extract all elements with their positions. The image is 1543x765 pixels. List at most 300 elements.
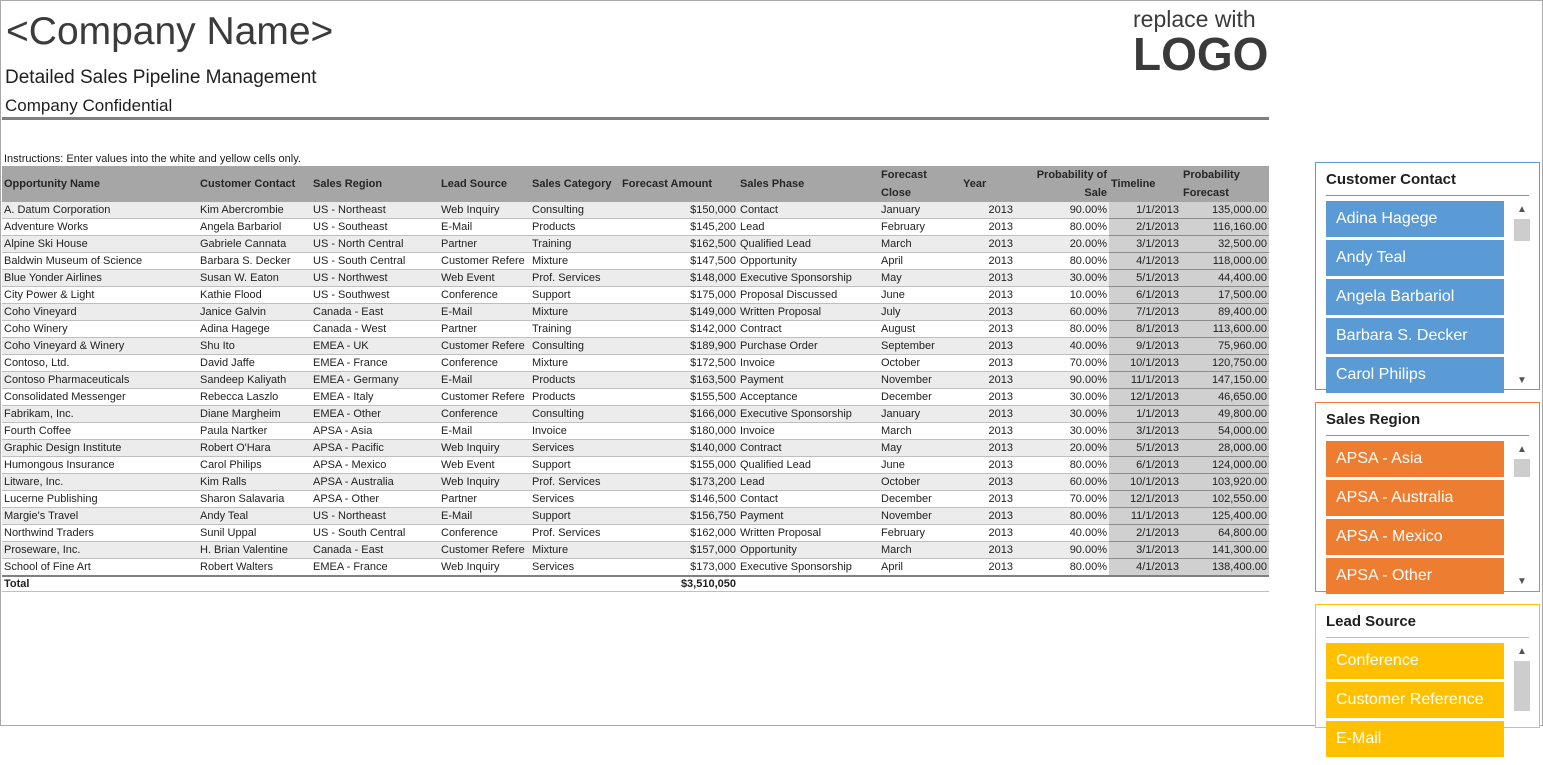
col-forecast-close-cell[interactable]: July [879,304,961,321]
col-sales-phase-cell[interactable]: Executive Sponsorship [738,270,879,287]
col-probability-forecast-cell[interactable]: 102,550.00 [1181,491,1269,508]
col-sales-category-cell[interactable]: Products [530,219,620,236]
col-year-cell[interactable]: 2013 [961,236,1015,253]
col-opportunity-name-cell[interactable]: Lucerne Publishing [2,491,198,508]
col-opportunity-name-cell[interactable]: Northwind Traders [2,525,198,542]
col-sales-category-cell[interactable]: Mixture [530,542,620,559]
col-forecast-close-cell[interactable]: August [879,321,961,338]
col-forecast-amount-cell[interactable]: $162,500 [620,236,738,253]
col-probability-forecast-cell[interactable]: 141,300.00 [1181,542,1269,559]
col-probability-of-sale-cell[interactable]: 20.00% [1015,440,1109,457]
col-lead-source-cell[interactable]: Customer Refere [439,338,530,355]
col-forecast-amount-cell[interactable]: $173,200 [620,474,738,491]
col-timeline-cell[interactable]: 6/1/2013 [1109,287,1181,304]
col-forecast-amount-cell[interactable]: $155,500 [620,389,738,406]
col-probability-forecast-cell[interactable]: 118,000.00 [1181,253,1269,270]
col-forecast-amount-cell[interactable]: $175,000 [620,287,738,304]
col-sales-phase-cell[interactable]: Invoice [738,423,879,440]
col-lead-source-cell[interactable]: Customer Refere [439,389,530,406]
col-sales-region-cell[interactable]: US - South Central [311,253,439,270]
col-lead-source-cell[interactable]: Web Inquiry [439,202,530,219]
col-timeline-cell[interactable]: 9/1/2013 [1109,338,1181,355]
col-sales-category-cell[interactable]: Consulting [530,338,620,355]
col-customer-contact-cell[interactable]: Rebecca Laszlo [198,389,311,406]
col-sales-phase-cell[interactable]: Executive Sponsorship [738,406,879,423]
col-sales-phase-cell[interactable]: Qualified Lead [738,457,879,474]
scroll-down-icon[interactable]: ▼ [1517,375,1527,386]
col-lead-source-cell[interactable]: Partner [439,236,530,253]
col-probability-of-sale-cell[interactable]: 30.00% [1015,406,1109,423]
col-opportunity-name-cell[interactable]: Margie's Travel [2,508,198,525]
col-sales-category-cell[interactable]: Services [530,440,620,457]
col-timeline-cell[interactable]: 5/1/2013 [1109,440,1181,457]
col-sales-phase-cell[interactable]: Opportunity [738,542,879,559]
col-sales-phase-cell[interactable]: Contact [738,491,879,508]
col-forecast-amount-cell[interactable]: $166,000 [620,406,738,423]
scroll-thumb[interactable] [1514,459,1530,477]
col-sales-phase-cell[interactable]: Executive Sponsorship [738,559,879,577]
col-probability-of-sale-cell[interactable]: 60.00% [1015,304,1109,321]
col-probability-forecast-cell[interactable]: 116,160.00 [1181,219,1269,236]
col-sales-phase-cell[interactable]: Qualified Lead [738,236,879,253]
col-sales-region-cell[interactable]: APSA - Australia [311,474,439,491]
col-lead-source-cell[interactable]: Conference [439,406,530,423]
col-sales-region-cell[interactable]: US - North Central [311,236,439,253]
col-probability-forecast-cell[interactable]: 89,400.00 [1181,304,1269,321]
slicer-item[interactable]: Conference [1326,643,1504,679]
col-probability-forecast-cell[interactable]: 46,650.00 [1181,389,1269,406]
col-probability-of-sale-cell[interactable]: 30.00% [1015,270,1109,287]
col-sales-category-cell[interactable]: Training [530,236,620,253]
col-probability-of-sale-cell[interactable]: 80.00% [1015,559,1109,577]
col-sales-region-cell[interactable]: APSA - Other [311,491,439,508]
col-probability-forecast-cell[interactable]: 125,400.00 [1181,508,1269,525]
col-customer-contact-cell[interactable]: Sandeep Kaliyath [198,372,311,389]
col-sales-phase-cell[interactable]: Written Proposal [738,525,879,542]
col-lead-source-cell[interactable]: Partner [439,491,530,508]
col-probability-forecast-cell[interactable]: 49,800.00 [1181,406,1269,423]
col-sales-category-cell[interactable]: Services [530,559,620,577]
col-sales-category-cell[interactable]: Support [530,508,620,525]
col-timeline-cell[interactable]: 3/1/2013 [1109,236,1181,253]
col-year-cell[interactable]: 2013 [961,457,1015,474]
col-year-cell[interactable]: 2013 [961,423,1015,440]
col-lead-source-cell[interactable]: Conference [439,525,530,542]
col-sales-region-cell[interactable]: US - Northeast [311,202,439,219]
col-forecast-close-cell[interactable]: May [879,270,961,287]
scroll-down-icon[interactable]: ▼ [1517,576,1527,587]
col-timeline-cell[interactable]: 11/1/2013 [1109,372,1181,389]
col-probability-of-sale-cell[interactable]: 60.00% [1015,474,1109,491]
confidential-label[interactable]: Company Confidential [5,96,173,115]
col-timeline-cell[interactable]: 5/1/2013 [1109,270,1181,287]
col-forecast-close-cell[interactable]: October [879,355,961,372]
col-sales-category-cell[interactable]: Products [530,389,620,406]
total-empty-cell[interactable] [738,576,879,592]
col-lead-source-cell[interactable]: E-Mail [439,219,530,236]
col-year-cell[interactable]: 2013 [961,372,1015,389]
col-probability-of-sale-cell[interactable]: 20.00% [1015,236,1109,253]
col-year-cell[interactable]: 2013 [961,253,1015,270]
col-sales-region-cell[interactable]: APSA - Pacific [311,440,439,457]
col-sales-region-cell[interactable]: EMEA - France [311,355,439,372]
slicer-scrollbar[interactable] [1511,643,1533,759]
col-customer-contact-cell[interactable]: Susan W. Eaton [198,270,311,287]
col-sales-category-cell[interactable]: Support [530,457,620,474]
col-year-cell[interactable]: 2013 [961,389,1015,406]
col-opportunity-name-cell[interactable]: Coho Vineyard [2,304,198,321]
col-customer-contact-cell[interactable]: Robert O'Hara [198,440,311,457]
col-sales-phase-cell[interactable]: Opportunity [738,253,879,270]
col-forecast-close-cell[interactable]: April [879,559,961,577]
col-sales-category-cell[interactable]: Consulting [530,202,620,219]
slicer-item[interactable]: Angela Barbariol [1326,279,1504,315]
scroll-thumb[interactable] [1514,661,1530,711]
col-forecast-close-cell[interactable]: October [879,474,961,491]
col-forecast-close-header[interactable]: Forecast Close [879,166,961,202]
col-probability-of-sale-cell[interactable]: 80.00% [1015,253,1109,270]
col-probability-forecast-cell[interactable]: 138,400.00 [1181,559,1269,577]
total-empty-cell[interactable] [530,576,620,592]
col-timeline-cell[interactable]: 7/1/2013 [1109,304,1181,321]
col-timeline-cell[interactable]: 10/1/2013 [1109,355,1181,372]
col-opportunity-name-cell[interactable]: Coho Winery [2,321,198,338]
col-forecast-amount-cell[interactable]: $145,200 [620,219,738,236]
col-opportunity-name-cell[interactable]: Litware, Inc. [2,474,198,491]
col-sales-category-cell[interactable]: Prof. Services [530,474,620,491]
col-forecast-close-cell[interactable]: June [879,287,961,304]
slicer-item[interactable]: Adina Hagege [1326,201,1504,237]
col-year-cell[interactable]: 2013 [961,508,1015,525]
col-year-cell[interactable]: 2013 [961,219,1015,236]
col-timeline-cell[interactable]: 2/1/2013 [1109,525,1181,542]
col-timeline-cell[interactable]: 12/1/2013 [1109,389,1181,406]
col-probability-of-sale-cell[interactable]: 10.00% [1015,287,1109,304]
col-timeline-cell[interactable]: 4/1/2013 [1109,559,1181,577]
col-forecast-amount-cell[interactable]: $149,000 [620,304,738,321]
col-lead-source-cell[interactable]: Web Inquiry [439,440,530,457]
col-forecast-amount-cell[interactable]: $155,000 [620,457,738,474]
col-sales-phase-cell[interactable]: Payment [738,508,879,525]
slicer-scrollbar[interactable] [1511,441,1533,591]
col-sales-category-cell[interactable]: Mixture [530,355,620,372]
col-forecast-close-cell[interactable]: May [879,440,961,457]
col-probability-of-sale-cell[interactable]: 90.00% [1015,202,1109,219]
col-sales-region-cell[interactable]: EMEA - UK [311,338,439,355]
col-opportunity-name-cell[interactable]: A. Datum Corporation [2,202,198,219]
col-probability-of-sale-cell[interactable]: 30.00% [1015,389,1109,406]
col-probability-forecast-cell[interactable]: 147,150.00 [1181,372,1269,389]
total-empty-cell[interactable] [311,576,439,592]
col-timeline-cell[interactable]: 10/1/2013 [1109,474,1181,491]
total-empty-cell[interactable] [1181,576,1269,592]
scroll-up-icon[interactable]: ▲ [1517,444,1527,455]
col-lead-source-cell[interactable]: Conference [439,287,530,304]
col-lead-source-cell[interactable]: Web Inquiry [439,559,530,577]
col-sales-phase-cell[interactable]: Lead [738,474,879,491]
col-customer-contact-cell[interactable]: Adina Hagege [198,321,311,338]
col-opportunity-name-cell[interactable]: Contoso Pharmaceuticals [2,372,198,389]
col-sales-phase-cell[interactable]: Contract [738,440,879,457]
col-timeline-cell[interactable]: 2/1/2013 [1109,219,1181,236]
col-customer-contact-cell[interactable]: Robert Walters [198,559,311,577]
col-probability-forecast-cell[interactable]: 64,800.00 [1181,525,1269,542]
col-forecast-amount-cell[interactable]: $147,500 [620,253,738,270]
col-opportunity-name-cell[interactable]: City Power & Light [2,287,198,304]
col-lead-source-cell[interactable]: Web Inquiry [439,474,530,491]
total-empty-cell[interactable] [1015,576,1109,592]
col-forecast-amount-cell[interactable]: $146,500 [620,491,738,508]
col-year-cell[interactable]: 2013 [961,304,1015,321]
col-sales-category-cell[interactable]: Services [530,491,620,508]
col-probability-forecast-cell[interactable]: 17,500.00 [1181,287,1269,304]
slicer-item[interactable]: APSA - Other [1326,558,1504,594]
col-forecast-close-cell[interactable]: March [879,423,961,440]
col-forecast-amount-cell[interactable]: $173,000 [620,559,738,577]
col-probability-forecast-cell[interactable]: 32,500.00 [1181,236,1269,253]
col-sales-region-cell[interactable]: APSA - Mexico [311,457,439,474]
col-customer-contact-cell[interactable]: Kathie Flood [198,287,311,304]
total-empty-cell[interactable] [439,576,530,592]
col-sales-category-cell[interactable]: Invoice [530,423,620,440]
col-sales-category-cell[interactable]: Support [530,287,620,304]
col-customer-contact-cell[interactable]: Sunil Uppal [198,525,311,542]
col-forecast-amount-cell[interactable]: $189,900 [620,338,738,355]
col-forecast-close-cell[interactable]: December [879,389,961,406]
col-year-cell[interactable]: 2013 [961,491,1015,508]
col-opportunity-name-cell[interactable]: Alpine Ski House [2,236,198,253]
col-probability-of-sale-header[interactable]: Probability of Sale [1015,166,1109,202]
col-forecast-close-cell[interactable]: February [879,525,961,542]
col-probability-forecast-cell[interactable]: 120,750.00 [1181,355,1269,372]
col-sales-category-cell[interactable]: Prof. Services [530,525,620,542]
col-sales-region-cell[interactable]: Canada - West [311,321,439,338]
col-lead-source-cell[interactable]: Customer Refere [439,253,530,270]
col-sales-category-cell[interactable]: Consulting [530,406,620,423]
col-timeline-cell[interactable]: 6/1/2013 [1109,457,1181,474]
col-sales-category-cell[interactable]: Mixture [530,253,620,270]
col-customer-contact-cell[interactable]: Paula Nartker [198,423,311,440]
col-probability-forecast-cell[interactable]: 28,000.00 [1181,440,1269,457]
col-probability-of-sale-cell[interactable]: 70.00% [1015,355,1109,372]
col-sales-phase-cell[interactable]: Proposal Discussed [738,287,879,304]
col-lead-source-cell[interactable]: Web Event [439,270,530,287]
col-opportunity-name-cell[interactable]: Baldwin Museum of Science [2,253,198,270]
col-opportunity-name-cell[interactable]: Coho Vineyard & Winery [2,338,198,355]
col-sales-region-cell[interactable]: US - Southwest [311,287,439,304]
col-forecast-close-cell[interactable]: March [879,236,961,253]
col-lead-source-cell[interactable]: E-Mail [439,372,530,389]
col-sales-phase-cell[interactable]: Written Proposal [738,304,879,321]
col-sales-category-cell[interactable]: Products [530,372,620,389]
col-opportunity-name-cell[interactable]: Consolidated Messenger [2,389,198,406]
col-year-cell[interactable]: 2013 [961,525,1015,542]
col-lead-source-cell[interactable]: E-Mail [439,423,530,440]
logo-placeholder[interactable] [1133,6,1269,80]
col-lead-source-cell[interactable]: Customer Refere [439,542,530,559]
col-sales-phase-cell[interactable]: Acceptance [738,389,879,406]
col-sales-phase-cell[interactable]: Purchase Order [738,338,879,355]
col-year-cell[interactable]: 2013 [961,321,1015,338]
col-sales-category-cell[interactable]: Prof. Services [530,270,620,287]
col-sales-region-cell[interactable]: APSA - Asia [311,423,439,440]
col-timeline-header[interactable]: Timeline [1109,166,1181,202]
col-timeline-cell[interactable]: 12/1/2013 [1109,491,1181,508]
scroll-up-icon[interactable]: ▲ [1517,646,1527,657]
col-customer-contact-header[interactable]: Customer Contact [198,166,311,202]
col-customer-contact-cell[interactable]: Sharon Salavaria [198,491,311,508]
col-sales-region-cell[interactable]: US - Northeast [311,508,439,525]
col-forecast-close-cell[interactable]: February [879,219,961,236]
col-sales-phase-cell[interactable]: Lead [738,219,879,236]
col-forecast-close-cell[interactable]: September [879,338,961,355]
col-forecast-close-cell[interactable]: January [879,202,961,219]
col-opportunity-name-cell[interactable]: Proseware, Inc. [2,542,198,559]
col-forecast-amount-cell[interactable]: $180,000 [620,423,738,440]
col-opportunity-name-cell[interactable]: Fabrikam, Inc. [2,406,198,423]
col-forecast-close-cell[interactable]: April [879,253,961,270]
col-sales-region-cell[interactable]: Canada - East [311,542,439,559]
slicer-item[interactable]: APSA - Mexico [1326,519,1504,555]
col-sales-region-header[interactable]: Sales Region [311,166,439,202]
col-forecast-amount-cell[interactable]: $148,000 [620,270,738,287]
col-customer-contact-cell[interactable]: Gabriele Cannata [198,236,311,253]
col-year-cell[interactable]: 2013 [961,202,1015,219]
col-sales-category-cell[interactable]: Training [530,321,620,338]
col-timeline-cell[interactable]: 4/1/2013 [1109,253,1181,270]
col-sales-phase-header[interactable]: Sales Phase [738,166,879,202]
col-timeline-cell[interactable]: 1/1/2013 [1109,406,1181,423]
col-probability-forecast-cell[interactable]: 113,600.00 [1181,321,1269,338]
col-forecast-amount-cell[interactable]: $157,000 [620,542,738,559]
col-opportunity-name-header[interactable]: Opportunity Name [2,166,198,202]
slicer-item[interactable]: Carol Philips [1326,357,1504,393]
col-probability-forecast-cell[interactable]: 54,000.00 [1181,423,1269,440]
slicer-item[interactable]: Barbara S. Decker [1326,318,1504,354]
col-timeline-cell[interactable]: 3/1/2013 [1109,542,1181,559]
col-year-cell[interactable]: 2013 [961,474,1015,491]
col-timeline-cell[interactable]: 3/1/2013 [1109,423,1181,440]
col-sales-region-cell[interactable]: US - Southeast [311,219,439,236]
slicer-item[interactable]: E-Mail [1326,721,1504,757]
col-opportunity-name-cell[interactable]: School of Fine Art [2,559,198,577]
col-probability-forecast-cell[interactable]: 124,000.00 [1181,457,1269,474]
col-probability-of-sale-cell[interactable]: 70.00% [1015,491,1109,508]
col-sales-phase-cell[interactable]: Payment [738,372,879,389]
col-customer-contact-cell[interactable]: H. Brian Valentine [198,542,311,559]
col-forecast-amount-cell[interactable]: $150,000 [620,202,738,219]
col-customer-contact-cell[interactable]: Janice Galvin [198,304,311,321]
col-sales-category-header[interactable]: Sales Category [530,166,620,202]
col-customer-contact-cell[interactable]: Angela Barbariol [198,219,311,236]
col-forecast-amount-cell[interactable]: $156,750 [620,508,738,525]
col-lead-source-cell[interactable]: Web Event [439,457,530,474]
total-empty-cell[interactable] [961,576,1015,592]
col-forecast-amount-cell[interactable]: $142,000 [620,321,738,338]
col-customer-contact-cell[interactable]: Carol Philips [198,457,311,474]
col-customer-contact-cell[interactable]: Kim Ralls [198,474,311,491]
col-probability-forecast-header[interactable]: Probability Forecast [1181,166,1269,202]
col-probability-of-sale-cell[interactable]: 40.00% [1015,338,1109,355]
total-empty-cell[interactable] [1109,576,1181,592]
col-probability-of-sale-cell[interactable]: 30.00% [1015,423,1109,440]
col-lead-source-cell[interactable]: Partner [439,321,530,338]
col-sales-category-cell[interactable]: Mixture [530,304,620,321]
col-forecast-amount-cell[interactable]: $140,000 [620,440,738,457]
col-sales-region-cell[interactable]: EMEA - Other [311,406,439,423]
col-year-cell[interactable]: 2013 [961,270,1015,287]
col-sales-region-cell[interactable]: Canada - East [311,304,439,321]
col-sales-phase-cell[interactable]: Invoice [738,355,879,372]
col-sales-phase-cell[interactable]: Contract [738,321,879,338]
col-timeline-cell[interactable]: 1/1/2013 [1109,202,1181,219]
total-empty-cell[interactable] [879,576,961,592]
col-sales-region-cell[interactable]: EMEA - Italy [311,389,439,406]
col-probability-of-sale-cell[interactable]: 80.00% [1015,457,1109,474]
col-lead-source-header[interactable]: Lead Source [439,166,530,202]
col-forecast-amount-cell[interactable]: $172,500 [620,355,738,372]
col-probability-of-sale-cell[interactable]: 80.00% [1015,321,1109,338]
col-opportunity-name-cell[interactable]: Adventure Works [2,219,198,236]
col-probability-forecast-cell[interactable]: 75,960.00 [1181,338,1269,355]
col-sales-region-cell[interactable]: US - South Central [311,525,439,542]
col-forecast-amount-cell[interactable]: $162,000 [620,525,738,542]
col-customer-contact-cell[interactable]: Kim Abercrombie [198,202,311,219]
col-probability-of-sale-cell[interactable]: 80.00% [1015,508,1109,525]
col-sales-phase-cell[interactable]: Contact [738,202,879,219]
col-sales-region-cell[interactable]: EMEA - Germany [311,372,439,389]
col-lead-source-cell[interactable]: E-Mail [439,508,530,525]
scroll-up-icon[interactable]: ▲ [1517,204,1527,215]
col-customer-contact-cell[interactable]: Andy Teal [198,508,311,525]
col-year-header[interactable]: Year [961,166,1015,202]
col-opportunity-name-cell[interactable]: Graphic Design Institute [2,440,198,457]
scroll-thumb[interactable] [1514,219,1530,241]
col-customer-contact-cell[interactable]: Diane Margheim [198,406,311,423]
total-amount[interactable]: $3,510,050 [620,576,738,592]
col-probability-of-sale-cell[interactable]: 90.00% [1015,542,1109,559]
col-probability-forecast-cell[interactable]: 135,000.00 [1181,202,1269,219]
col-forecast-close-cell[interactable]: June [879,457,961,474]
slicer-item[interactable]: Andy Teal [1326,240,1504,276]
col-probability-of-sale-cell[interactable]: 90.00% [1015,372,1109,389]
col-year-cell[interactable]: 2013 [961,559,1015,577]
col-opportunity-name-cell[interactable]: Fourth Coffee [2,423,198,440]
col-year-cell[interactable]: 2013 [961,355,1015,372]
col-opportunity-name-cell[interactable]: Humongous Insurance [2,457,198,474]
col-forecast-close-cell[interactable]: November [879,508,961,525]
col-year-cell[interactable]: 2013 [961,440,1015,457]
col-opportunity-name-cell[interactable]: Blue Yonder Airlines [2,270,198,287]
slicer-scrollbar[interactable] [1511,201,1533,390]
col-probability-of-sale-cell[interactable]: 40.00% [1015,525,1109,542]
col-customer-contact-cell[interactable]: Shu Ito [198,338,311,355]
col-forecast-close-cell[interactable]: March [879,542,961,559]
col-year-cell[interactable]: 2013 [961,287,1015,304]
col-year-cell[interactable]: 2013 [961,406,1015,423]
col-probability-forecast-cell[interactable]: 103,920.00 [1181,474,1269,491]
slicer-item[interactable]: Customer Reference [1326,682,1504,718]
col-forecast-amount-cell[interactable]: $163,500 [620,372,738,389]
col-probability-forecast-cell[interactable]: 44,400.00 [1181,270,1269,287]
col-year-cell[interactable]: 2013 [961,338,1015,355]
col-forecast-close-cell[interactable]: January [879,406,961,423]
col-lead-source-cell[interactable]: Conference [439,355,530,372]
slicer-item[interactable]: APSA - Australia [1326,480,1504,516]
col-lead-source-cell[interactable]: E-Mail [439,304,530,321]
col-forecast-close-cell[interactable]: November [879,372,961,389]
col-forecast-amount-header[interactable]: Forecast Amount [620,166,738,202]
